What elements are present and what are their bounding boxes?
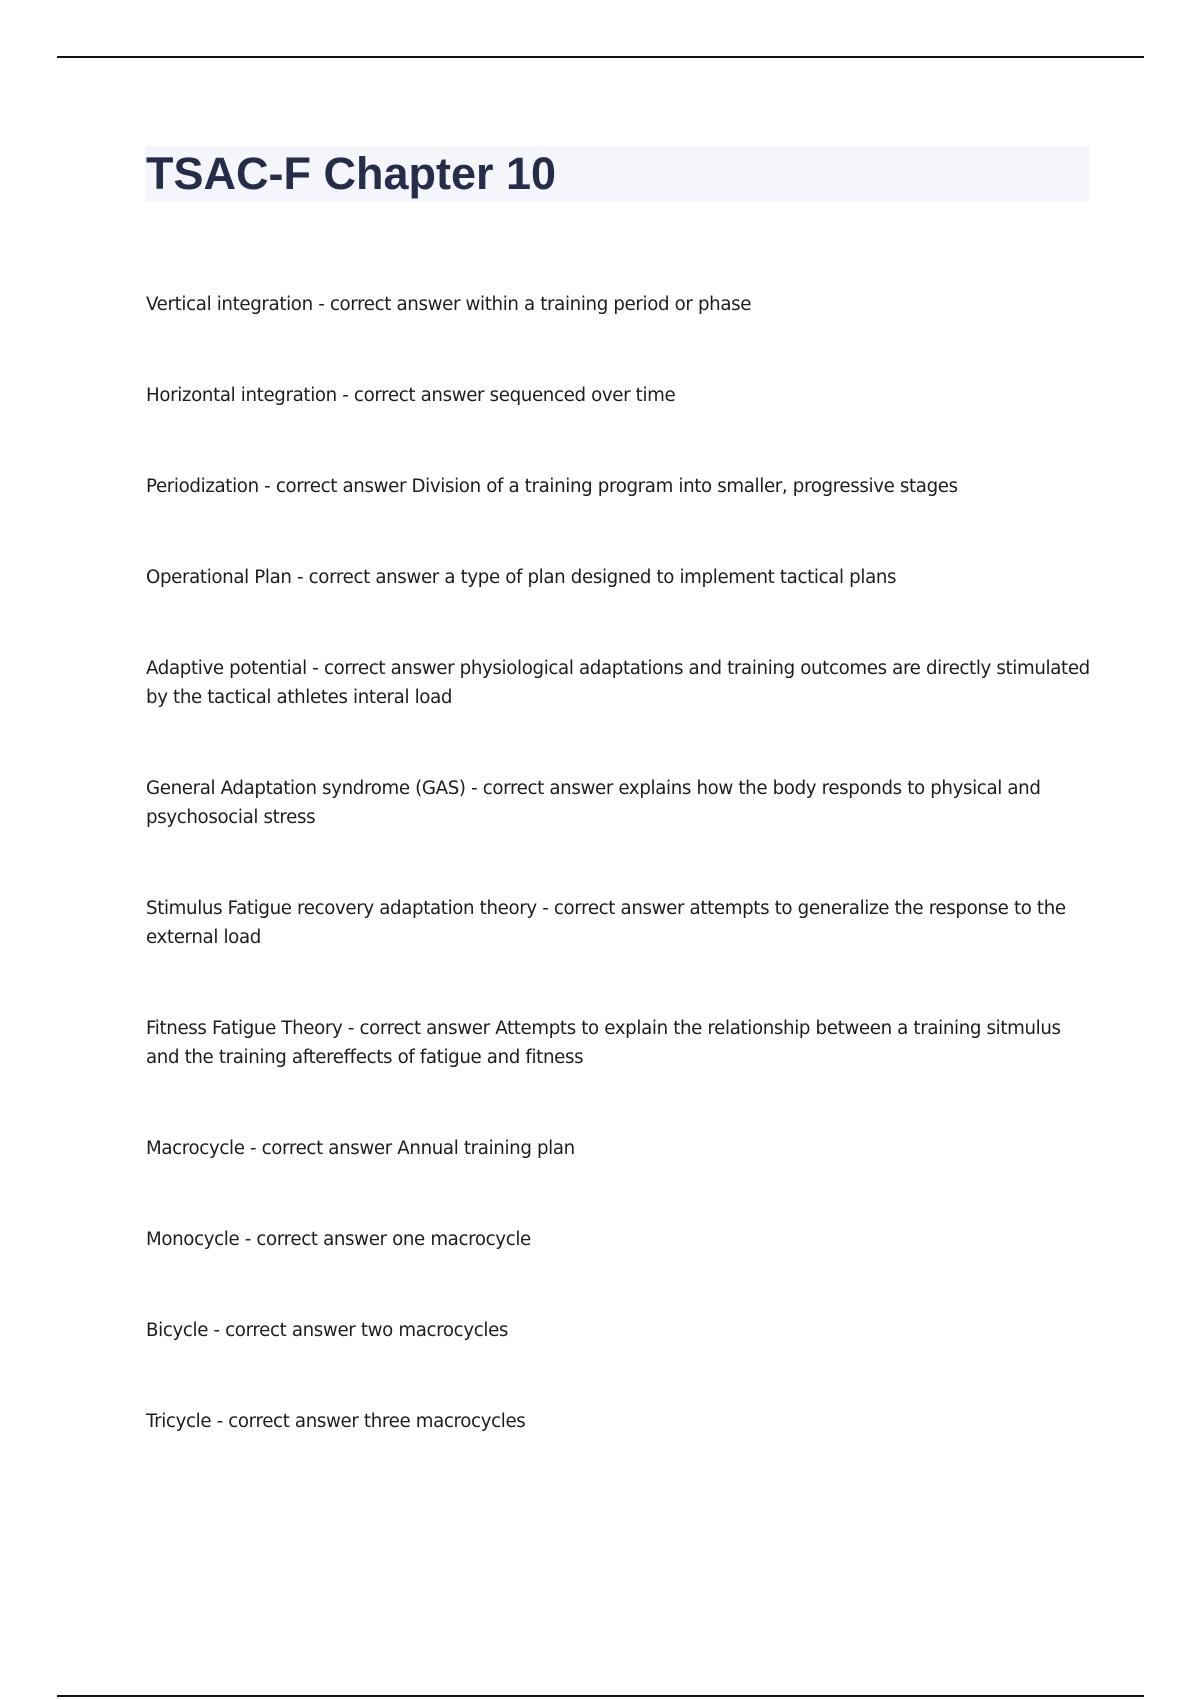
entry-list — [146, 290, 1096, 1436]
entry-macrocycle: Macrocycle - correct answer Annual training plan — [146, 1138, 575, 1159]
entry-horizontal-integration: Horizontal integration - correct answer sequenced over time — [146, 385, 676, 406]
page-title: TSAC-F Chapter 10 — [146, 148, 557, 199]
bottom-rule — [57, 1695, 1144, 1697]
entry-periodization: Periodization - correct answer Division of a training program into smaller, progressive stages — [146, 476, 958, 497]
top-rule — [57, 56, 1144, 58]
entry-stimulus-fatigue-recovery: Stimulus Fatigue recovery adaptation theory - correct answer attempts to generalize the response to the external load — [146, 898, 1066, 948]
entry-bicycle: Bicycle - correct answer two macrocycles — [146, 1320, 509, 1341]
entry-fitness-fatigue-theory: Fitness Fatigue Theory - correct answer Attempts to explain the relationship between a training sitmulus and the training aftereffects of fatigue and fitness — [146, 1018, 1061, 1068]
entry-adaptive-potential: Adaptive potential - correct answer physiological adaptations and training outcomes are directly stimulated by the tactical athletes interal load — [146, 658, 1090, 708]
entry-vertical-integration: Vertical integration - correct answer within a training period or phase — [146, 294, 752, 315]
entry-monocycle: Monocycle - correct answer one macrocycle — [146, 1229, 531, 1250]
entry-tricycle: Tricycle - correct answer three macrocycles — [146, 1411, 526, 1432]
entry-operational-plan: Operational Plan - correct answer a type of plan designed to implement tactical plans — [146, 567, 897, 588]
entry-general-adaptation-syndrome: General Adaptation syndrome (GAS) - correct answer explains how the body responds to physical and psychosocial stress — [146, 778, 1041, 828]
